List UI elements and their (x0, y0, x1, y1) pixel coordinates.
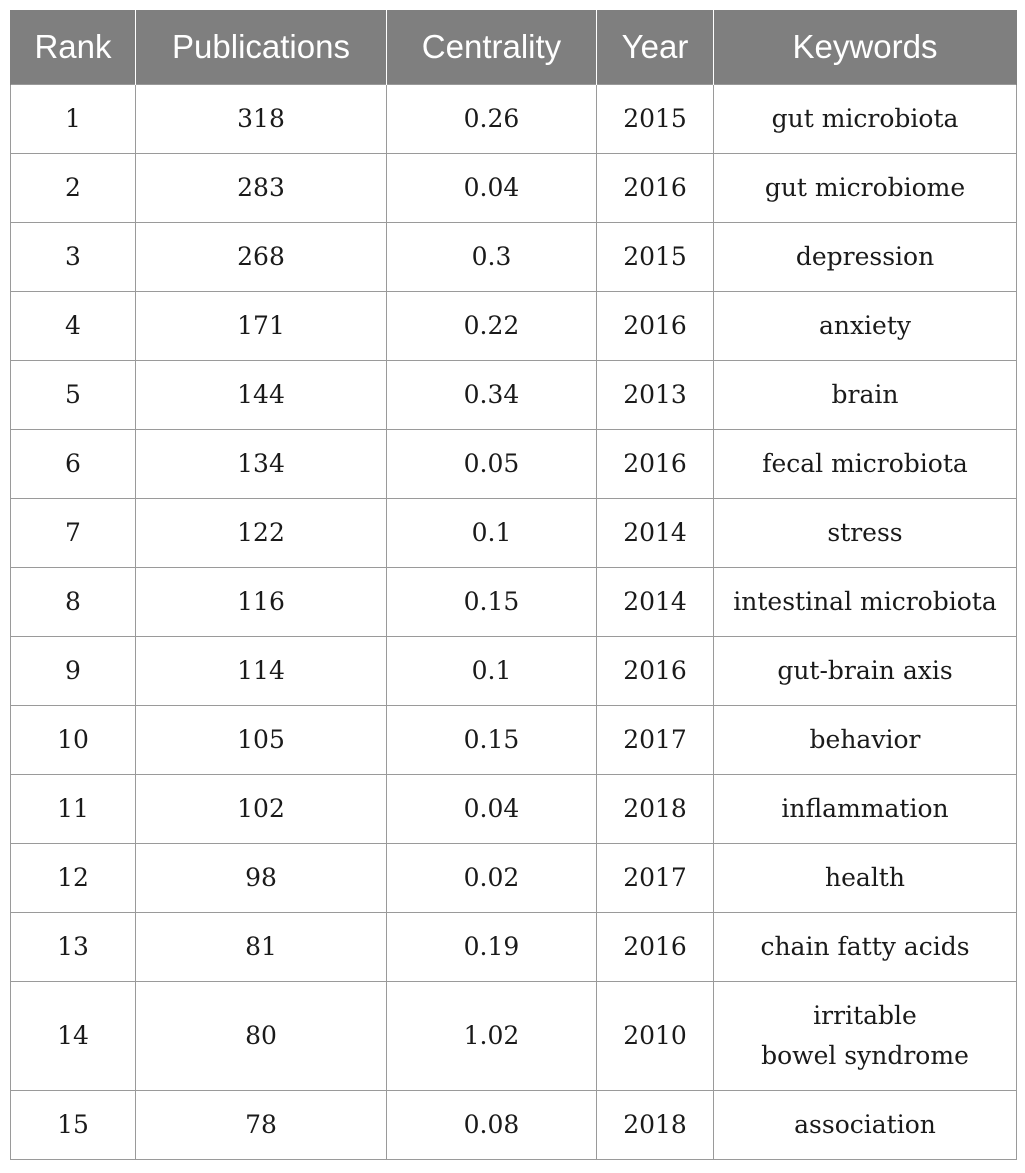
cell-rank: 2 (11, 154, 136, 223)
cell-publications: 80 (136, 982, 387, 1091)
keywords-table (10, 10, 1017, 1160)
cell-publications: 144 (136, 361, 387, 430)
cell-centrality: 0.1 (387, 499, 597, 568)
keyword-line: fecal microbiota (762, 449, 968, 478)
keyword-line: irritable (813, 1001, 917, 1030)
cell-rank: 13 (11, 913, 136, 982)
cell-rank: 5 (11, 361, 136, 430)
cell-year: 2015 (597, 223, 714, 292)
keywords-table-container (10, 10, 1016, 1160)
cell-year: 2016 (597, 292, 714, 361)
cell-centrality: 0.15 (387, 706, 597, 775)
cell-centrality: 0.22 (387, 292, 597, 361)
cell-year: 2013 (597, 361, 714, 430)
table-header (11, 10, 1017, 85)
cell-centrality: 0.26 (387, 85, 597, 154)
keyword-line: brain (831, 380, 899, 409)
cell-publications: 114 (136, 637, 387, 706)
header-rank: Rank (11, 10, 136, 85)
cell-year: 2014 (597, 568, 714, 637)
keyword-line: gut microbiome (764, 173, 966, 202)
table-row (11, 154, 1017, 223)
cell-rank: 12 (11, 844, 136, 913)
cell-rank: 6 (11, 430, 136, 499)
cell-keywords (714, 706, 1017, 775)
cell-publications: 102 (136, 775, 387, 844)
cell-rank: 10 (11, 706, 136, 775)
cell-centrality: 0.08 (387, 1091, 597, 1160)
keyword-line: behavior (809, 725, 921, 754)
keyword-line: intestinal microbiota (733, 587, 997, 616)
cell-year: 2018 (597, 775, 714, 844)
cell-centrality: 0.1 (387, 637, 597, 706)
cell-year: 2015 (597, 85, 714, 154)
keyword-line: depression (795, 242, 935, 271)
cell-publications: 116 (136, 568, 387, 637)
cell-publications: 78 (136, 1091, 387, 1160)
cell-keywords (714, 844, 1017, 913)
keyword-line: bowel syndrome (761, 1041, 969, 1070)
header-year: Year (597, 10, 714, 85)
cell-publications: 81 (136, 913, 387, 982)
cell-keywords (714, 913, 1017, 982)
cell-centrality: 0.02 (387, 844, 597, 913)
cell-keywords (714, 499, 1017, 568)
table-row (11, 706, 1017, 775)
header-publications: Publications (136, 10, 387, 85)
cell-year: 2016 (597, 430, 714, 499)
cell-centrality: 0.05 (387, 430, 597, 499)
keyword-line: anxiety (818, 311, 912, 340)
table-row (11, 85, 1017, 154)
cell-centrality: 0.34 (387, 361, 597, 430)
cell-rank: 9 (11, 637, 136, 706)
cell-keywords (714, 1091, 1017, 1160)
table-row (11, 913, 1017, 982)
table-row (11, 292, 1017, 361)
cell-keywords (714, 292, 1017, 361)
cell-year: 2016 (597, 154, 714, 223)
cell-keywords (714, 223, 1017, 292)
cell-centrality: 0.19 (387, 913, 597, 982)
cell-keywords (714, 568, 1017, 637)
table-row (11, 223, 1017, 292)
cell-keywords (714, 430, 1017, 499)
cell-rank: 3 (11, 223, 136, 292)
keyword-line: chain fatty acids (760, 932, 970, 961)
cell-keywords (714, 775, 1017, 844)
table-row (11, 775, 1017, 844)
header-row (11, 10, 1017, 85)
cell-keywords (714, 154, 1017, 223)
cell-publications: 105 (136, 706, 387, 775)
keyword-line: inflammation (781, 794, 949, 823)
cell-publications: 134 (136, 430, 387, 499)
cell-publications: 122 (136, 499, 387, 568)
keyword-line: gut microbiota (771, 104, 959, 133)
table-row (11, 568, 1017, 637)
table-body (11, 85, 1017, 1160)
cell-publications: 171 (136, 292, 387, 361)
cell-centrality: 0.04 (387, 775, 597, 844)
header-keywords: Keywords (714, 10, 1017, 85)
cell-year: 2017 (597, 844, 714, 913)
keyword-line: association (794, 1110, 936, 1139)
cell-rank: 1 (11, 85, 136, 154)
table-row (11, 499, 1017, 568)
keyword-line: health (825, 863, 905, 892)
cell-year: 2016 (597, 913, 714, 982)
cell-keywords (714, 361, 1017, 430)
cell-year: 2010 (597, 982, 714, 1091)
cell-keywords (714, 982, 1017, 1091)
cell-rank: 4 (11, 292, 136, 361)
table-row (11, 1091, 1017, 1160)
cell-rank: 15 (11, 1091, 136, 1160)
table-row (11, 637, 1017, 706)
table-row (11, 982, 1017, 1091)
table-row (11, 844, 1017, 913)
keyword-line: stress (827, 518, 903, 547)
cell-publications: 268 (136, 223, 387, 292)
cell-centrality: 0.15 (387, 568, 597, 637)
cell-rank: 14 (11, 982, 136, 1091)
cell-keywords (714, 637, 1017, 706)
cell-year: 2017 (597, 706, 714, 775)
table-row (11, 430, 1017, 499)
cell-publications: 98 (136, 844, 387, 913)
header-centrality: Centrality (387, 10, 597, 85)
cell-centrality: 0.3 (387, 223, 597, 292)
cell-year: 2018 (597, 1091, 714, 1160)
cell-publications: 318 (136, 85, 387, 154)
cell-year: 2014 (597, 499, 714, 568)
cell-keywords (714, 85, 1017, 154)
cell-centrality: 1.02 (387, 982, 597, 1091)
cell-centrality: 0.04 (387, 154, 597, 223)
cell-rank: 8 (11, 568, 136, 637)
cell-year: 2016 (597, 637, 714, 706)
cell-publications: 283 (136, 154, 387, 223)
keyword-line: gut-brain axis (777, 656, 953, 685)
table-row (11, 361, 1017, 430)
cell-rank: 11 (11, 775, 136, 844)
cell-rank: 7 (11, 499, 136, 568)
